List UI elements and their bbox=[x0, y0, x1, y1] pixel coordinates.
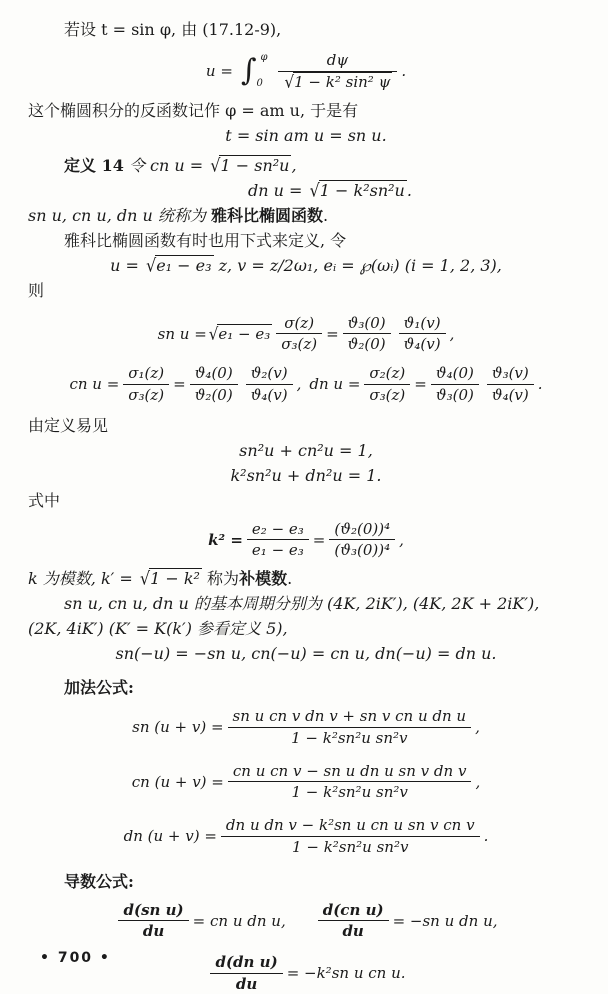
definition-14-label: 定义 14 bbox=[64, 155, 124, 175]
fraction bbox=[190, 364, 238, 405]
parity-identities: sn(−u) = −sn u, cn(−u) = cn u, dn(−u) = dn u. bbox=[115, 644, 497, 663]
formula-rhs: = −k²sn u cn u. bbox=[286, 964, 406, 983]
jacobi-name-pre: sn u, cn u, dn u 统称为 bbox=[28, 205, 206, 225]
fraction bbox=[278, 51, 398, 92]
complementary-modulus-bold: 补模数 bbox=[239, 569, 288, 588]
formula-tail: , bbox=[399, 530, 404, 549]
fraction-denominator: e₁ − e₃ bbox=[251, 541, 304, 560]
integral-upper-limit: φ bbox=[260, 52, 268, 64]
jacobi-name-line bbox=[28, 205, 584, 227]
formula-tail: , bbox=[475, 718, 480, 737]
dn-definition-lead: dn u = bbox=[248, 180, 303, 200]
dn-derivative-formula bbox=[28, 953, 584, 994]
fraction bbox=[228, 762, 472, 803]
fraction-denominator: ϑ₂(0) bbox=[194, 385, 233, 404]
derivative-label-line bbox=[28, 871, 584, 893]
formula-lhs: u = bbox=[205, 62, 233, 81]
jacobi-name-post: . bbox=[323, 205, 329, 225]
intro-line-2 bbox=[28, 100, 584, 122]
modulus-pre: k 为模数, k′ = bbox=[28, 569, 133, 588]
formula-lhs: cn u = bbox=[69, 375, 120, 394]
derivative-row-1 bbox=[28, 901, 584, 942]
fraction bbox=[118, 901, 188, 942]
periods-text-2: (2K, 4iK′) (K′ = K(k′) 参看定义 5), bbox=[28, 619, 288, 638]
dn-radicand: 1 − k²sn²u bbox=[319, 180, 405, 200]
formula-lhs: dn u = bbox=[309, 375, 361, 394]
fraction-denominator: σ₃(z) bbox=[128, 385, 165, 404]
sqrt-sign: √ bbox=[145, 254, 157, 276]
cn-dn-theta-formula bbox=[28, 364, 584, 405]
identities-lead-text: 由定义易见 bbox=[28, 415, 109, 435]
sqrt-sign: √ bbox=[210, 154, 221, 176]
identities-lead-line bbox=[28, 415, 584, 437]
fraction bbox=[329, 520, 395, 561]
fraction bbox=[276, 314, 322, 355]
fraction-numerator: ϑ₄(0) bbox=[190, 364, 238, 385]
fraction-denominator: ϑ₄(v) bbox=[491, 385, 529, 404]
radicand: 1 − k² bbox=[150, 569, 200, 588]
fraction bbox=[487, 364, 534, 405]
identity-1-line bbox=[28, 440, 584, 462]
cn-addition-formula bbox=[28, 762, 584, 803]
substitution-line bbox=[28, 255, 584, 277]
sqrt-sign: √ bbox=[208, 323, 219, 344]
fraction bbox=[431, 364, 479, 405]
page-number bbox=[40, 950, 111, 966]
modulus-line bbox=[28, 568, 584, 590]
fraction-numerator: σ₂(z) bbox=[364, 364, 410, 385]
cn-radicand: 1 − sn²u bbox=[220, 155, 290, 175]
elliptic-integral-formula bbox=[28, 51, 584, 92]
cn-definition-lead: 令 cn u = bbox=[128, 155, 204, 175]
fraction bbox=[247, 520, 309, 561]
fraction-denominator bbox=[278, 72, 398, 92]
periods-text-1: sn u, cn u, dn u 的基本周期分别为 (4K, 2iK′), (4K, 2K + 2iK′), bbox=[64, 594, 540, 613]
fraction-numerator: σ₁(z) bbox=[123, 364, 169, 385]
fraction-denominator: ϑ₄(v) bbox=[250, 385, 288, 404]
formula-separator: , bbox=[296, 375, 302, 394]
fraction-numerator: cn u cn v − sn u dn u sn v dn v bbox=[228, 762, 472, 783]
substitution-radicand: e₁ − e₃ bbox=[156, 255, 212, 275]
fraction-numerator: ϑ₁(v) bbox=[399, 314, 446, 335]
fraction-denominator: σ₃(z) bbox=[281, 335, 318, 354]
k-squared-formula bbox=[28, 520, 584, 561]
formula-tail: , bbox=[449, 324, 455, 343]
fraction-numerator: e₂ − e₃ bbox=[247, 520, 309, 541]
identity-2: k²sn²u + dn²u = 1. bbox=[230, 465, 382, 485]
fraction bbox=[399, 314, 446, 355]
fraction-denominator: 1 − k²sn²u sn²v bbox=[291, 728, 408, 747]
where-text: 式中 bbox=[28, 490, 61, 510]
then-line bbox=[28, 280, 584, 302]
fraction bbox=[123, 364, 169, 405]
periods-line-2 bbox=[28, 618, 584, 640]
intro-line-1 bbox=[28, 19, 584, 41]
fraction-denominator: du bbox=[142, 922, 165, 941]
fraction bbox=[343, 314, 391, 355]
modulus-post: . bbox=[287, 569, 293, 588]
equals-sign: = bbox=[326, 324, 339, 343]
equals-sign: = bbox=[414, 375, 427, 394]
sqrt-sign: √ bbox=[309, 179, 320, 201]
substitution-pre: u = bbox=[110, 255, 139, 275]
fraction-numerator: d(dn u) bbox=[210, 953, 282, 974]
addition-label-line bbox=[28, 677, 584, 699]
fraction-numerator: dψ bbox=[278, 51, 398, 72]
identity-2-line bbox=[28, 465, 584, 487]
modulus-mid: 称为 bbox=[207, 569, 240, 588]
sqrt-sign: √ bbox=[284, 71, 295, 92]
formula-lhs: k² = bbox=[208, 530, 243, 549]
fraction-numerator: ϑ₄(0) bbox=[431, 364, 479, 385]
formula-tail: . bbox=[537, 375, 543, 394]
fraction-denominator: σ₃(z) bbox=[369, 385, 406, 404]
radicand: 1 − k² sin² ψ bbox=[294, 72, 391, 91]
formula-lhs: sn u = bbox=[157, 324, 207, 343]
formula-lhs: sn (u + v) = bbox=[132, 718, 224, 737]
fraction-numerator: dn u dn v − k²sn u cn u sn v cn v bbox=[221, 816, 480, 837]
integral-sign: ∫ bbox=[240, 53, 257, 89]
cn-tail: , bbox=[291, 155, 297, 175]
fraction-denominator: 1 − k²sn²u sn²v bbox=[291, 783, 408, 802]
derivative-label: 导数公式: bbox=[64, 871, 134, 891]
fraction-denominator: du bbox=[235, 974, 258, 993]
formula-lhs: cn (u + v) = bbox=[131, 772, 224, 791]
fraction-denominator: du bbox=[342, 922, 364, 941]
equals-sign: = bbox=[312, 530, 326, 549]
fraction-denominator: ϑ₃(0) bbox=[435, 385, 474, 404]
sn-addition-formula bbox=[28, 707, 584, 748]
fraction-numerator: ϑ₂(v) bbox=[246, 364, 293, 385]
definition-14-line bbox=[28, 155, 584, 177]
jacobi-name-bold: 雅科比椭圆函数 bbox=[211, 205, 324, 225]
sn-theta-formula bbox=[28, 314, 584, 355]
formula-tail: , bbox=[475, 772, 481, 791]
page-number-text: • 700 • bbox=[40, 950, 111, 966]
fraction bbox=[318, 901, 389, 942]
sn-derivative-formula bbox=[114, 901, 285, 942]
fraction bbox=[228, 707, 472, 748]
formula-tail: . bbox=[483, 827, 489, 846]
fraction-numerator: (ϑ₂(0))⁴ bbox=[329, 520, 395, 541]
then-text: 则 bbox=[28, 280, 45, 300]
fraction bbox=[246, 364, 293, 405]
where-line bbox=[28, 490, 584, 512]
dn-addition-formula bbox=[28, 816, 584, 857]
sn-definition-line bbox=[28, 125, 584, 147]
fraction-denominator: ϑ₂(0) bbox=[347, 335, 386, 354]
fraction-numerator: ϑ₃(0) bbox=[343, 314, 391, 335]
fraction-numerator: d(sn u) bbox=[118, 901, 188, 922]
fraction-denominator: ϑ₄(v) bbox=[403, 335, 441, 354]
radicand: e₁ − e₃ bbox=[218, 325, 271, 344]
formula-tail: . bbox=[401, 62, 407, 81]
equals-sign: = bbox=[173, 375, 186, 394]
cn-derivative-formula bbox=[314, 901, 498, 942]
substitution-post: z, v = z/2ω₁, eᵢ = ℘(ωᵢ) (i = 1, 2, 3), bbox=[218, 255, 502, 275]
formula-lhs: dn (u + v) = bbox=[123, 827, 217, 846]
parity-line bbox=[28, 643, 584, 665]
fraction bbox=[221, 816, 480, 857]
fraction-denominator: (ϑ₃(0))⁴ bbox=[334, 541, 391, 560]
fraction-numerator: σ(z) bbox=[276, 314, 322, 335]
fraction-numerator: sn u cn v dn v + sn v cn u dn u bbox=[228, 707, 472, 728]
fraction bbox=[210, 953, 282, 994]
fraction-denominator: 1 − k²sn²u sn²v bbox=[292, 837, 409, 856]
fraction-numerator: ϑ₃(v) bbox=[487, 364, 534, 385]
intro-text-1: 若设 t = sin φ, 由 (17.12-9), bbox=[64, 20, 282, 39]
formula-rhs: = cn u dn u, bbox=[192, 911, 286, 930]
formula-rhs: = −sn u dn u, bbox=[392, 911, 498, 930]
dn-tail: . bbox=[406, 180, 412, 200]
addition-label: 加法公式: bbox=[64, 678, 134, 697]
fraction-numerator: d(cn u) bbox=[318, 901, 389, 922]
intro-text-2: 这个椭圆积分的反函数记作 φ = am u, 于是有 bbox=[28, 100, 359, 120]
sn-definition: t = sin am u = sn u. bbox=[225, 125, 387, 145]
sqrt-sign: √ bbox=[139, 567, 151, 590]
integral-lower-limit: 0 bbox=[256, 78, 263, 90]
alternative-definition-line bbox=[28, 230, 584, 252]
fraction bbox=[364, 364, 410, 405]
integral-limits bbox=[257, 53, 268, 89]
alternative-definition-text: 雅科比椭圆函数有时也用下式来定义, 令 bbox=[64, 230, 347, 250]
identity-1: sn²u + cn²u = 1, bbox=[239, 440, 373, 460]
dn-definition-line bbox=[28, 180, 584, 202]
periods-line-1 bbox=[28, 593, 584, 615]
